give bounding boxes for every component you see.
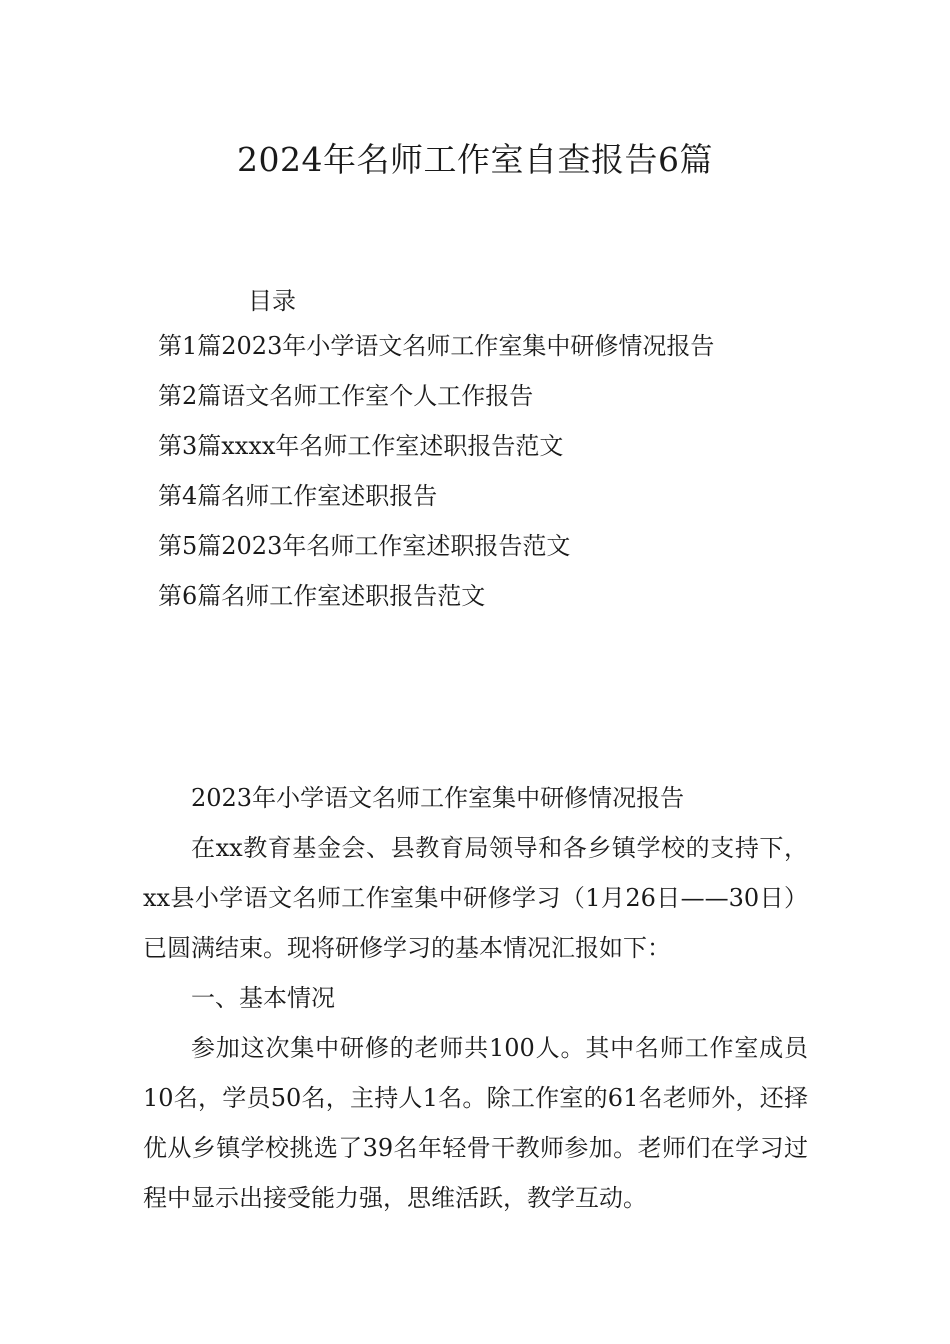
toc-heading: 目录 (248, 287, 296, 315)
paragraph: 在xx教育基金会、县教育局领导和各乡镇学校的支持下，xx县小学语文名师工作室集中研修学习（1月26日——30日）已圆满结束。现将研修学习的基本情况汇报如下： (143, 834, 808, 962)
toc-item: 第6篇名师工作室述职报告范文 (158, 582, 486, 610)
toc-item: 第1篇2023年小学语文名师工作室集中研修情况报告 (158, 332, 715, 360)
toc-item: 第2篇语文名师工作室个人工作报告 (158, 382, 534, 410)
table-of-contents (158, 330, 714, 630)
paragraph: 参加这次集中研修的老师共100人。其中名师工作室成员10名，学员50名，主持人1名。除工作室的61名老师外，还择优从乡镇学校挑选了39名年轻骨干教师参加。老师们在学习过程中显示出接受能力强，思维活跃，教学互动。 (143, 1034, 808, 1212)
toc-item: 第5篇2023年名师工作室述职报告范文 (158, 532, 571, 560)
document-body (143, 773, 808, 1223)
paragraph-heading: 一、基本情况 (191, 984, 335, 1012)
toc-item: 第4篇名师工作室述职报告 (158, 482, 438, 510)
section-title: 2023年小学语文名师工作室集中研修情况报告 (191, 784, 685, 812)
document-title: 2024年名师工作室自查报告6篇 (237, 140, 713, 179)
toc-item: 第3篇xxxx年名师工作室述职报告范文 (158, 432, 564, 460)
